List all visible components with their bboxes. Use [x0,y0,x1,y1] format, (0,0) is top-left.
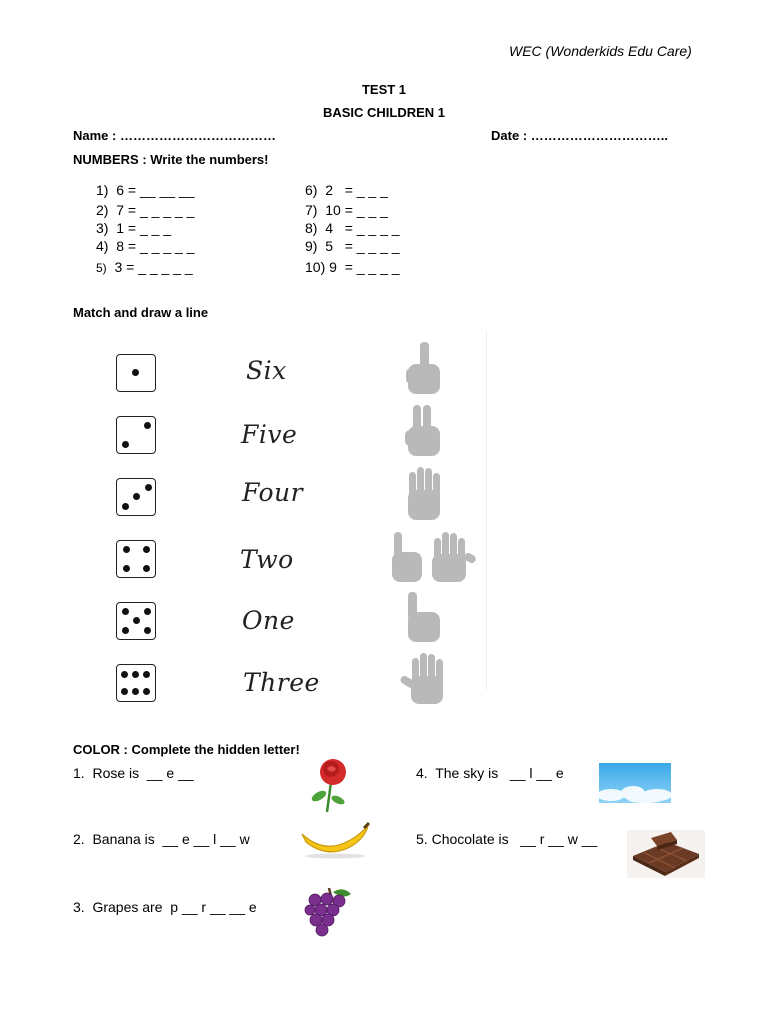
word-two[interactable]: Two [240,545,294,574]
number-item[interactable]: 2) 7 = _ _ _ _ _ [96,202,195,218]
dice-three-icon[interactable] [116,478,156,516]
number-item[interactable]: 6) 2 = _ _ _ [305,182,388,198]
word-one[interactable]: One [242,606,295,635]
number-item[interactable]: 7) 10 = _ _ _ [305,202,388,218]
dice-two-icon[interactable] [116,416,156,454]
banana-icon [298,820,372,860]
test-subtitle: BASIC CHILDREN 1 [322,105,446,120]
word-six[interactable]: Six [246,356,287,385]
color-item-grapes[interactable]: 3. Grapes are p __ r __ __ e [73,899,257,915]
number-item[interactable]: 10) 9 = _ _ _ _ [305,259,400,275]
date-field[interactable]: Date : ………………………….. [491,128,668,143]
color-item-banana[interactable]: 2. Banana is __ e __ l __ w [73,831,250,847]
sky-icon [599,763,671,803]
color-heading: COLOR : Complete the hidden letter! [73,742,300,757]
word-three[interactable]: Three [243,668,320,697]
dice-five-icon[interactable] [116,602,156,640]
number-item[interactable]: 4) 8 = _ _ _ _ _ [96,238,195,254]
rose-icon [305,756,357,814]
one-and-five-finger-hands-icon[interactable] [388,528,478,586]
numbers-heading: NUMBERS : Write the numbers! [73,152,269,167]
two-finger-hand-icon[interactable] [400,402,448,460]
number-item[interactable]: 9) 5 = _ _ _ _ [305,238,400,254]
grapes-icon [301,884,357,940]
color-item-sky[interactable]: 4. The sky is __ l __ e [416,765,564,781]
number-item[interactable]: 8) 4 = _ _ _ _ [305,220,400,236]
word-five[interactable]: Five [241,420,298,449]
chocolate-icon [627,830,705,878]
dice-one-icon[interactable] [116,354,156,392]
four-finger-hand-icon[interactable] [400,464,448,524]
number-item[interactable]: 3) 1 = _ _ _ [96,220,172,236]
dice-four-icon[interactable] [116,540,156,578]
number-item[interactable]: 5) 3 = _ _ _ _ _ [96,259,193,275]
number-item[interactable]: 1) 6 = __ __ __ [96,182,195,198]
match-heading: Match and draw a line [73,305,209,320]
word-four[interactable]: Four [242,478,304,507]
color-item-rose[interactable]: 1. Rose is __ e __ [73,765,194,781]
open-hand-icon[interactable] [400,650,450,708]
dice-six-icon[interactable] [116,664,156,702]
color-item-chocolate[interactable]: 5. Chocolate is __ r __ w __ [416,831,598,847]
divider [486,330,487,690]
one-finger-hand-icon[interactable] [400,588,448,646]
name-field[interactable]: Name : ……………………………… [73,128,276,143]
test-title: TEST 1 [361,82,407,97]
one-finger-hand-icon[interactable] [400,340,448,398]
school-name: WEC (Wonderkids Edu Care) [509,43,692,59]
